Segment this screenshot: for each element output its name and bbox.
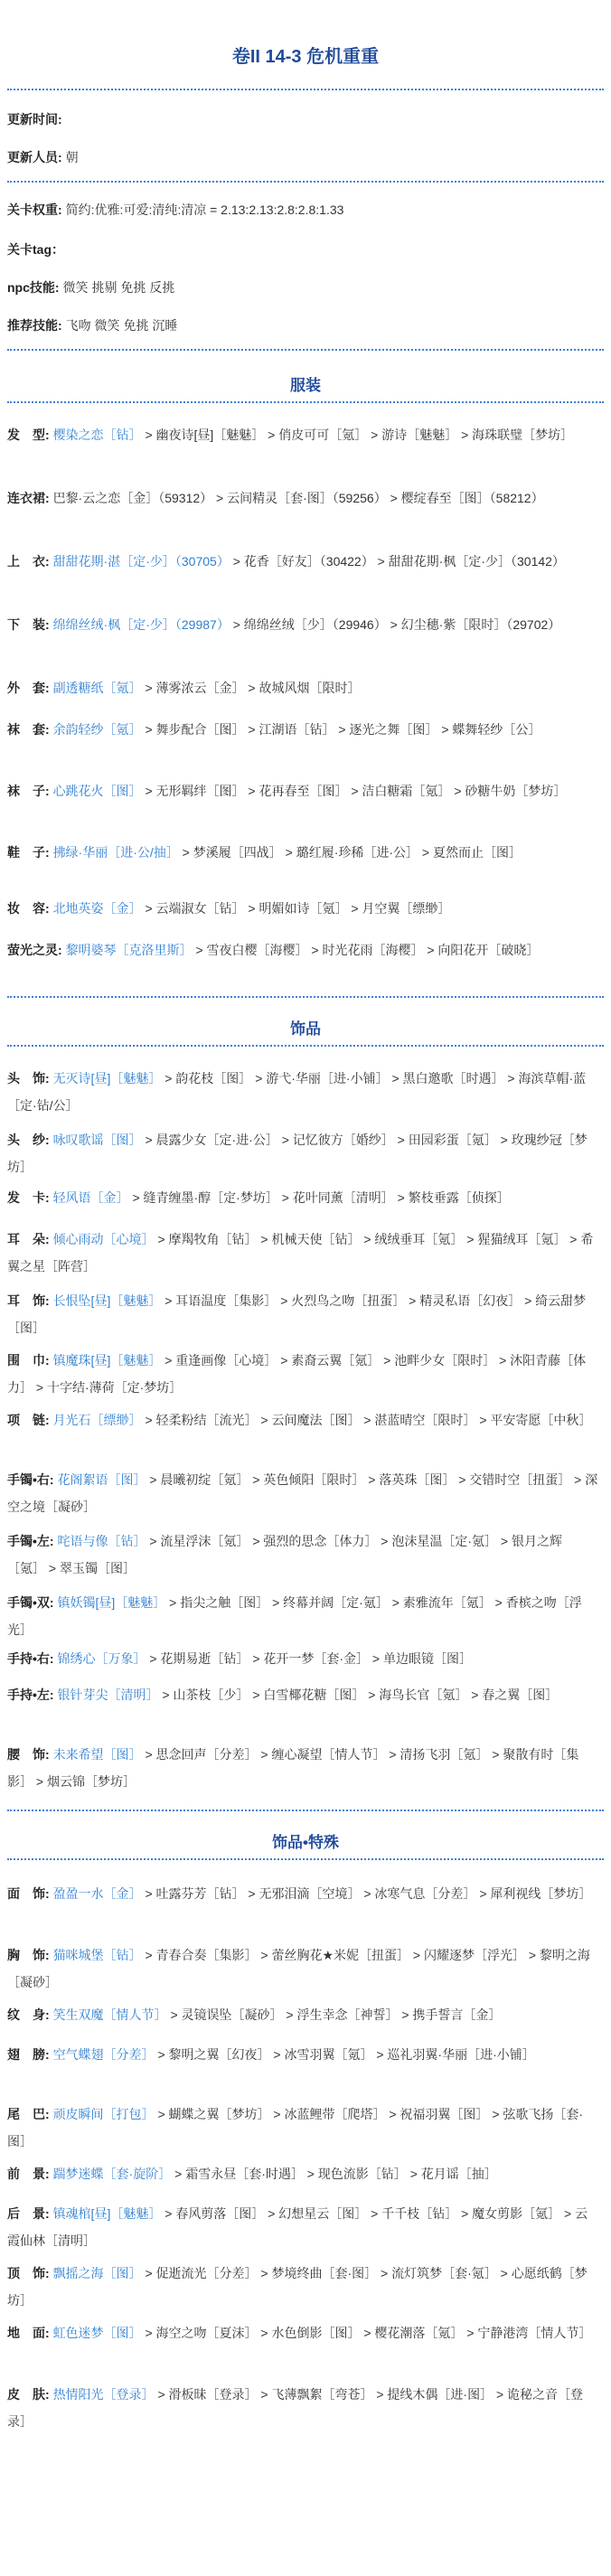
row-label: 耳 朵:	[7, 1232, 50, 1246]
special-row-ground	[7, 2319, 599, 2346]
row-label: 头 饰:	[7, 1071, 50, 1086]
alternatives: > 花期易逝［钻］ > 花开一梦［套·金］ > 单边眼镜［图］	[146, 1651, 472, 1666]
row-label: 前 景:	[7, 2167, 50, 2181]
row-label: 手持•左:	[7, 1688, 54, 1702]
alternatives: > 灵镜误坠［凝砂］ > 浮生幸念［神誓］ > 携手誓言［金］	[166, 2007, 502, 2022]
update-time-label: 更新时间:	[7, 112, 62, 127]
alternatives: > 春风剪落［图］ > 幻想星云［图］ > 千千枝［钻］ > 魔女剪影［氪］ > 云霞仙林［清明］	[7, 2206, 588, 2248]
top-pick-link[interactable]: 月光石［缥缈］	[52, 1413, 142, 1427]
row-label: 袜 套:	[7, 722, 50, 737]
clothing-row-dress	[7, 484, 599, 512]
row-label: 顶 饰:	[7, 2266, 50, 2280]
alternatives: 巴黎·云之恋［金］（59312） > 云间精灵［套·图］（59256） > 樱绽春至［图］（58212）	[52, 491, 544, 505]
top-pick-link[interactable]: 副透糖纸［氪］	[52, 681, 142, 695]
top-pick-link[interactable]: 盈盈一水［金］	[52, 1886, 142, 1901]
divider	[7, 89, 604, 90]
top-pick-link[interactable]: 踹梦迷蝶［套·旋阶］	[52, 2167, 172, 2181]
row-label: 腰 饰:	[7, 1747, 50, 1762]
updater-label: 更新人员:	[7, 150, 62, 165]
top-pick-link[interactable]: 咏叹歌谣［图］	[52, 1133, 142, 1147]
top-pick-link[interactable]: 倾心雨动［心境］	[52, 1232, 155, 1246]
alternatives: > 滑板昧［登录］ > 飞薄飘絮［弯苍］ > 提线木偶［进·图］ > 诡秘之音［登录］	[7, 2387, 584, 2429]
alternatives: > 花香［好友］（30422） > 甜甜花期·枫［定·少］（30142）	[229, 554, 565, 569]
section-title-clothing: 服装	[290, 377, 321, 394]
top-pick-link[interactable]: 未来希望［图］	[52, 1747, 142, 1762]
top-pick-link[interactable]: 镇魂棺[昼]［魅魅］	[52, 2206, 162, 2221]
page-title: 卷II 14-3 危机重重	[231, 47, 380, 67]
alternatives: > 山茶枝［少］ > 白雪椰花糖［图］ > 海鸟长官［氪］ > 春之翼［图］	[158, 1688, 559, 1702]
clothing-row-socks	[7, 777, 599, 804]
update-time	[7, 110, 66, 128]
accessory-row-hairpin	[7, 1184, 599, 1211]
row-label: 后 景:	[7, 2206, 50, 2221]
row-label: 连衣裙:	[7, 491, 50, 505]
accessory-row-bracelet-both	[7, 1589, 599, 1643]
row-label: 皮 肤:	[7, 2387, 50, 2402]
alternatives: > 黎明之翼［幻夜］ > 冰雪羽翼［氪］ > 巡礼羽翼·华丽［进·小铺］	[154, 2047, 535, 2062]
clothing-row-shoes	[7, 839, 599, 866]
special-row-tail	[7, 2101, 599, 2155]
row-label: 胸 饰:	[7, 1948, 50, 1962]
alternatives: > 蝴蝶之翼［梦坊］ > 冰蓝鲤带［爬塔］ > 祝福羽翼［图］ > 弦歌飞扬［套·图］	[7, 2107, 584, 2148]
row-label: 尾 巴:	[7, 2107, 50, 2121]
accessory-row-scarf	[7, 1347, 599, 1401]
alternatives: > 耳语温度［集影］ > 火烈鸟之吻［扭蛋］ > 精灵私语［幻夜］ > 绮云甜梦［图］	[7, 1293, 587, 1335]
row-label: 外 套:	[7, 681, 50, 695]
special-row-tattoo	[7, 2001, 599, 2028]
row-label: 袜 子:	[7, 784, 50, 798]
divider	[7, 1045, 604, 1047]
alternatives: > 轻柔粉结［流光］ > 云间魔法［图］ > 湛蓝晴空［限时］ > 平安寄愿［中秋］	[141, 1413, 592, 1427]
top-pick-link[interactable]: 虹色迷梦［图］	[52, 2326, 142, 2340]
accessory-row-handheld-right	[7, 1645, 599, 1672]
top-pick-link[interactable]: 镇妖镯[昼]［魅魅］	[57, 1595, 166, 1610]
accessory-row-bracelet-left	[7, 1528, 599, 1582]
special-row-background	[7, 2200, 599, 2254]
accessory-row-waist	[7, 1741, 599, 1795]
row-label: 发 卡:	[7, 1190, 50, 1205]
special-row-wings	[7, 2041, 599, 2068]
top-pick-link[interactable]: 心跳花火［图］	[52, 784, 142, 798]
npc-skills	[7, 278, 174, 296]
rec-label: 推荐技能:	[7, 318, 62, 333]
top-pick-link[interactable]: 花阁絮语［图］	[57, 1472, 146, 1487]
top-pick-link[interactable]: 北地英姿［金］	[52, 901, 142, 916]
accessory-row-headwear	[7, 1065, 599, 1119]
accessory-row-veil	[7, 1126, 599, 1180]
special-row-foreground	[7, 2160, 599, 2187]
clothing-row-coat	[7, 674, 599, 701]
divider	[7, 181, 604, 183]
accessory-row-earrings	[7, 1287, 599, 1341]
row-label: 头 纱:	[7, 1133, 50, 1147]
recommended-skills	[7, 316, 177, 334]
top-pick-link[interactable]: 飘摇之海［图］	[52, 2266, 142, 2280]
alternatives: > 吐露芬芳［钻］ > 无邪泪滴［空境］ > 冰寒气息［分差］ > 犀利视线［梦坊］	[141, 1886, 592, 1901]
top-pick-link[interactable]: 空气蝶翅［分差］	[52, 2047, 155, 2062]
alternatives: > 青春合奏［集影］ > 蕾丝胸花★米妮［扭蛋］ > 闪耀逐梦［浮光］ > 黎明之海［凝砂］	[7, 1948, 590, 1989]
clothing-row-bottom	[7, 611, 599, 638]
top-pick-link[interactable]: 余韵轻纱［氪］	[52, 722, 142, 737]
updater	[7, 148, 79, 166]
top-pick-link[interactable]: 热情阳光［登录］	[52, 2387, 155, 2402]
section-title-special: 饰品•特殊	[272, 1834, 339, 1851]
alternatives: > 幽夜诗[昼]［魅魅］ > 俏皮可可［氪］ > 游诗［魅魅］ > 海珠联璧［梦坊］	[141, 428, 574, 442]
alternatives: > 重逢画像［心境］ > 素裔云翼［氪］ > 池畔少女［限时］ > 沐阳青藤［体力］ > 十字结·薄荷［定·梦坊］	[7, 1353, 587, 1395]
row-label: 手镯•右:	[7, 1472, 54, 1487]
row-label: 鞋 子:	[7, 845, 50, 860]
divider	[7, 1810, 604, 1811]
top-pick-link[interactable]: 顽皮瞬间［打包］	[52, 2107, 155, 2121]
row-label: 萤光之灵:	[7, 943, 62, 957]
alternatives: > 梦溪履［四战］ > 璐红履·珍稀［进·公］ > 夏然而止［图］	[178, 845, 522, 860]
alternatives: > 摩羯牧角［钻］ > 机械天使［钻］ > 绒绒垂耳［氪］ > 猩猫绒耳［氪］ > 希翼之星［阵营］	[7, 1232, 594, 1274]
alternatives: > 雪夜白樱［海樱］ > 时光花雨［海樱］ > 向阳花开［破晓］	[192, 943, 540, 957]
clothing-row-makeup	[7, 895, 599, 922]
alternatives: > 绵绵丝绒［少］（29946） > 幻尘穗·紫［限时］（29702）	[229, 617, 561, 632]
alternatives: > 舞步配合［图］ > 江湖语［钻］ > 逐光之舞［图］ > 蝶舞轻纱［公］	[141, 722, 541, 737]
top-pick-link[interactable]: 甜甜花期·湛［定·少］（30705）	[52, 554, 230, 569]
section-title-accessories: 饰品	[290, 1020, 321, 1038]
top-pick-link[interactable]: 锦绣心［万象］	[57, 1651, 146, 1666]
divider	[7, 401, 604, 403]
alternatives: > 流星浮沫［氪］ > 强烈的思念［体力］ > 泡沫星温［定·氪］ > 银月之辉［氪］ > 翠玉镯［图］	[7, 1534, 562, 1575]
weights-value: 简约:优雅:可爱:清纯:清凉 = 2.13:2.13:2.8:2.8:1.33	[65, 202, 344, 217]
accessory-row-ears	[7, 1226, 599, 1280]
alternatives: > 晨曦初绽［氪］ > 英色倾阳［限时］ > 落英珠［图］ > 交错时空［扭蛋］ > 深空之境［凝砂］	[7, 1472, 598, 1514]
top-pick-link[interactable]: 笑生双魔［情人节］	[52, 2007, 167, 2022]
alternatives: > 促逝流光［分差］ > 梦境终曲［套·图］ > 流灯筑梦［套·氪］ > 心愿纸鹤［梦坊］	[7, 2266, 588, 2308]
row-label: 手镯•左:	[7, 1534, 54, 1548]
clothing-row-top	[7, 548, 599, 575]
special-row-skin	[7, 2381, 599, 2435]
row-label: 手持•右:	[7, 1651, 54, 1666]
special-row-chest	[7, 1941, 599, 1996]
top-pick-link[interactable]: 无灭诗[昼]［魅魅］	[52, 1071, 162, 1086]
top-pick-link[interactable]: 黎明婆琴［克洛里斯］	[65, 943, 193, 957]
top-pick-link[interactable]: 樱染之恋［钻］	[52, 428, 142, 442]
divider	[7, 349, 604, 351]
accessory-row-necklace	[7, 1406, 599, 1434]
level-tag	[7, 240, 68, 259]
alternatives: > 薄雾浓云［金］ > 故城风烟［限时］	[141, 681, 361, 695]
alternatives: > 云端淑女［钻］ > 明媚如诗［氪］ > 月空翼［缥缈］	[141, 901, 451, 916]
top-pick-link[interactable]: 银针芽尖［清明］	[57, 1688, 159, 1702]
special-row-face	[7, 1880, 599, 1907]
npc-label: npc技能:	[7, 280, 60, 295]
top-pick-link[interactable]: 拂绿·华丽［进·公/抽］	[52, 845, 179, 860]
special-row-top-ornament	[7, 2260, 599, 2314]
row-label: 纹 身:	[7, 2007, 50, 2022]
alternatives: > 指尖之触［图］ > 终幕并阔［定·氪］ > 素雅流年［氪］ > 香槟之吻［浮光］	[7, 1595, 582, 1637]
row-label: 项 链:	[7, 1413, 50, 1427]
row-label: 围 巾:	[7, 1353, 50, 1368]
top-pick-link[interactable]: 镇魔珠[昼]［魅魅］	[52, 1353, 162, 1368]
rec-value: 飞吻 微笑 免挑 沉睡	[65, 318, 178, 333]
level-weights	[7, 201, 343, 219]
divider	[7, 996, 604, 998]
alternatives: > 思念回声［分差］ > 缠心凝望［情人节］ > 清扬飞羽［氪］ > 聚散有时［集影］ > 烟云锦［梦坊］	[7, 1747, 579, 1789]
accessory-row-bracelet-right	[7, 1466, 599, 1520]
npc-value: 微笑 挑剔 免挑 反挑	[62, 280, 175, 295]
row-label: 上 衣:	[7, 554, 50, 569]
alternatives: > 海空之吻［夏沫］ > 水色倒影［图］ > 樱花潮落［氪］ > 宁静港湾［情人节］	[141, 2326, 592, 2340]
accessory-row-handheld-left	[7, 1681, 599, 1708]
clothing-row-hair	[7, 421, 599, 448]
divider	[7, 1858, 604, 1860]
row-label: 地 面:	[7, 2326, 50, 2340]
updater-value: 朝	[65, 150, 79, 165]
top-pick-link[interactable]: 咤语与像［钻］	[57, 1534, 146, 1548]
top-pick-link[interactable]: 猫咪城堡［钻］	[52, 1948, 142, 1962]
row-label: 下 装:	[7, 617, 50, 632]
top-pick-link[interactable]: 轻风语［金］	[52, 1190, 129, 1205]
row-label: 面 饰:	[7, 1886, 50, 1901]
weights-label: 关卡权重:	[7, 202, 62, 217]
clothing-row-stocking	[7, 716, 599, 743]
row-label: 发 型:	[7, 428, 50, 442]
alternatives: > 霜雪永昼［套·时遇］ > 现色流影［钻］ > 花月谣［抽］	[171, 2167, 497, 2181]
row-label: 手镯•双:	[7, 1595, 54, 1610]
top-pick-link[interactable]: 长恨坠[昼]［魅魅］	[52, 1293, 162, 1308]
row-label: 妆 容:	[7, 901, 50, 916]
row-label: 耳 饰:	[7, 1293, 50, 1308]
alternatives: > 晨露少女［定·进·公］ > 记忆彼方［婚纱］ > 田园彩蛋［氪］ > 玫瑰纱冠［梦坊］	[7, 1133, 588, 1174]
row-label: 翅 膀:	[7, 2047, 50, 2062]
alternatives: > 无形羁绊［图］ > 花再春至［图］ > 洁白糖霜［氪］ > 砂糖牛奶［梦坊］	[141, 784, 567, 798]
tag-label: 关卡tag：	[7, 242, 64, 257]
top-pick-link[interactable]: 绵绵丝绒·枫［定·少］（29987）	[52, 617, 230, 632]
clothing-row-spirit	[7, 936, 599, 964]
alternatives: > 缝青缠墨·醇［定·梦坊］ > 花叶同薰［清明］ > 繁枝垂露［侦探］	[128, 1190, 510, 1205]
alternatives: > 韵花枝［图］ > 游弋·华丽［进·小铺］ > 黑白邀歌［时遇］ > 海滨草帽·蓝［定·钻/公］	[7, 1071, 587, 1113]
